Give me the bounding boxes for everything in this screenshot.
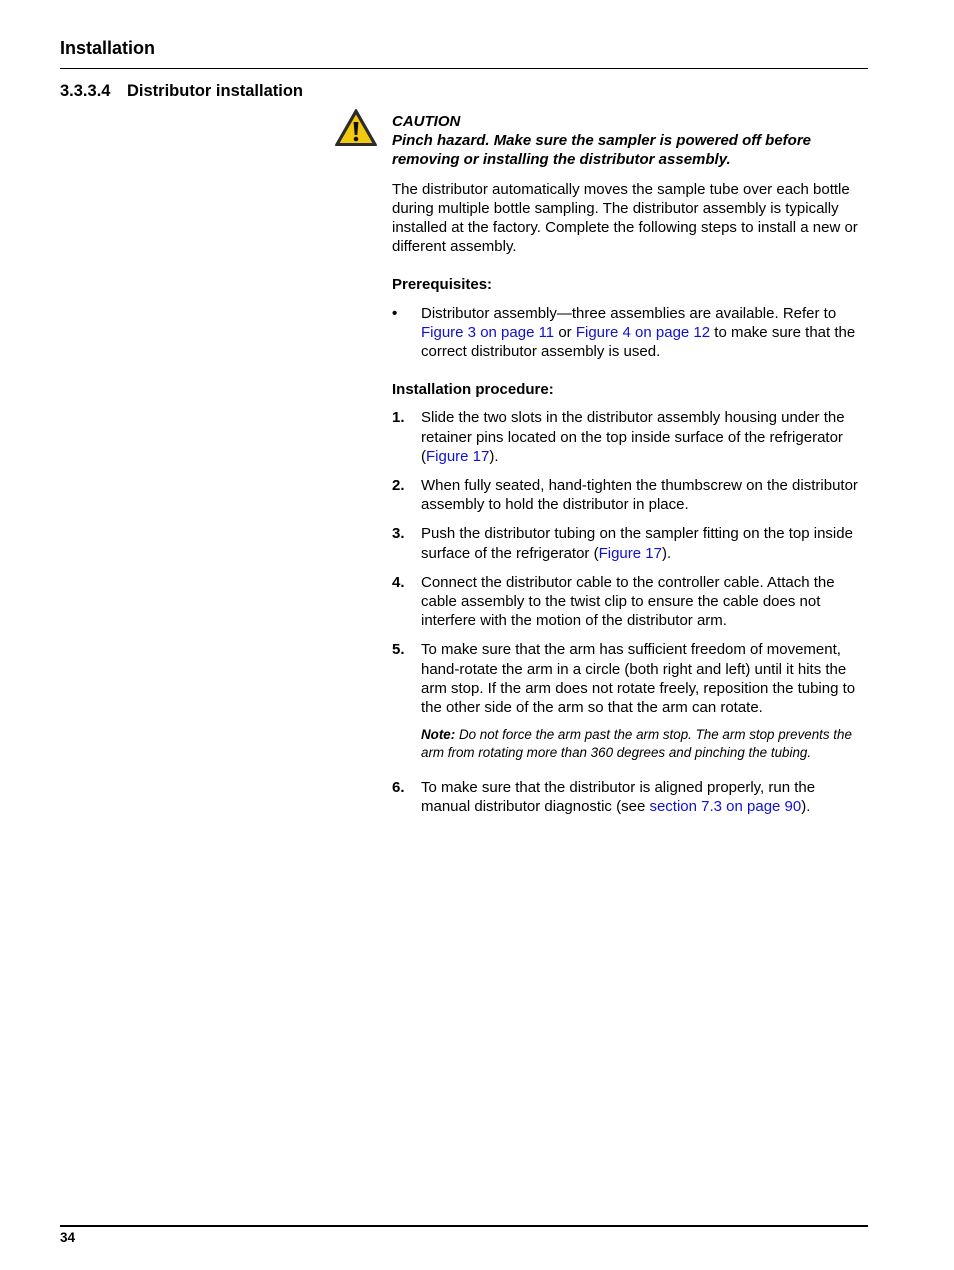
figure-17-link[interactable]: Figure 17 [598, 544, 662, 562]
step-text: To make sure that the distributor is aligned properly, run the manual distributor diagnostic (see [421, 779, 816, 816]
step-text: Slide the two slots in the distributor assembly housing under the retainer pins located on the top inside surface of the refrigerator ( [421, 409, 845, 465]
figure-4-link[interactable]: Figure 4 on page 12 [575, 323, 711, 341]
step-4 [392, 573, 868, 631]
warning-triangle-icon [334, 108, 378, 148]
prerequisite-text-mid: or [554, 323, 576, 341]
section-7-3-link[interactable]: section 7.3 on page 90 [649, 798, 802, 816]
section-number: 3.3.3.4 [60, 82, 111, 100]
step-text-after: ). [661, 544, 672, 562]
step-number: 5. [392, 641, 405, 659]
figure-17-link[interactable]: Figure 17 [426, 447, 490, 465]
header-rule [60, 68, 868, 69]
step-1 [392, 408, 868, 466]
caution-heading: CAUTION [392, 113, 461, 130]
prerequisites-heading: Prerequisites: [392, 276, 493, 294]
step-text-after: ). [489, 447, 499, 465]
step-text: When fully seated, hand-tighten the thumbscrew on the distributor assembly to hold the distributor in place. [421, 477, 858, 514]
step-text: To make sure that the arm has sufficient freedom of movement, hand-rotate the arm in a circle (both right and left) until it hits the arm stop. If the arm does not rotate freely, reposition the tubing to the other side of the arm so that the arm can rotate. [421, 641, 856, 717]
note-label: Note: [421, 727, 456, 743]
step-number: 1. [392, 409, 405, 427]
step-number: 3. [392, 525, 405, 543]
step-number: 6. [392, 779, 405, 797]
bullet-marker: • [392, 304, 398, 322]
step-text-after: ). [801, 798, 811, 816]
note-text: Do not force the arm past the arm stop. The arm stop prevents the arm from rotating more than 360 degrees and pinching the tubing. [421, 727, 852, 760]
caution-text: Pinch hazard. Make sure the sampler is powered off before removing or installing the distributor assembly. [392, 132, 812, 169]
figure-3-link[interactable]: Figure 3 on page 11 [421, 323, 555, 341]
page-number: 34 [60, 1230, 76, 1245]
step-number: 4. [392, 573, 405, 591]
section-heading [60, 82, 303, 101]
step-5 [392, 640, 868, 761]
step-number: 2. [392, 477, 405, 495]
procedure-heading: Installation procedure: [392, 381, 554, 399]
prerequisite-item [392, 304, 868, 362]
prerequisite-text-after: to make sure that the correct distributor assembly is used. [421, 323, 856, 361]
intro-paragraph: The distributor automatically moves the sample tube over each bottle during multiple bottle sampling. The distributor assembly is typically installed at the factory. Complete the following steps to install a new or different assembly. [392, 180, 858, 256]
note [421, 726, 868, 761]
step-text: Connect the distributor cable to the controller cable. Attach the cable assembly to the twist clip to ensure the cable does not interfere with the motion of the distributor arm. [421, 573, 835, 630]
prerequisite-text: Distributor assembly—three assemblies are available. Refer to [421, 304, 837, 322]
footer-rule [60, 1225, 868, 1227]
section-title: Distributor installation [127, 82, 304, 100]
main-content [392, 112, 868, 827]
chapter-title: Installation [60, 38, 156, 58]
step-3 [392, 524, 868, 562]
step-6 [392, 778, 868, 816]
step-2 [392, 476, 868, 514]
step-text: Push the distributor tubing on the sampler fitting on the top inside surface of the refrigerator ( [421, 525, 853, 562]
